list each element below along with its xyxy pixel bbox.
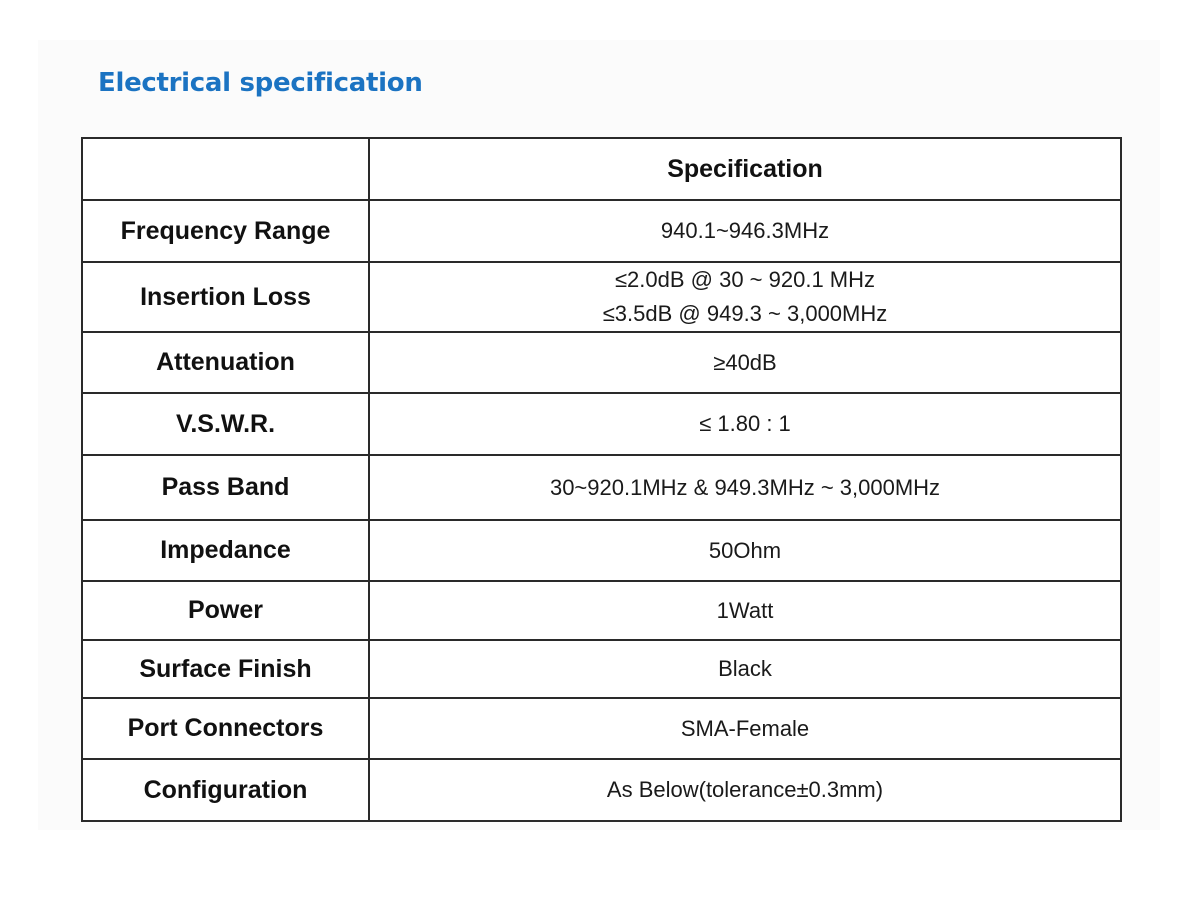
table-row xyxy=(82,698,1121,759)
row-value-power xyxy=(369,581,1121,640)
row-value-vswr xyxy=(369,393,1121,455)
value-line: ≤3.5dB @ 949.3 ~ 3,000MHz xyxy=(602,301,888,326)
value-line: ≤ 1.80 : 1 xyxy=(699,411,791,436)
row-value-configuration xyxy=(369,759,1121,821)
row-value-frequency-range xyxy=(369,200,1121,262)
table-row xyxy=(82,262,1121,332)
header-parameter-cell xyxy=(82,138,369,200)
value-line: 30~920.1MHz & 949.3MHz ~ 3,000MHz xyxy=(549,474,941,500)
row-value-attenuation xyxy=(369,332,1121,393)
row-value-impedance xyxy=(369,520,1121,581)
row-value-pass-band xyxy=(369,455,1121,520)
row-label-port-connectors: Port Connectors xyxy=(82,698,369,759)
value-line: SMA-Female xyxy=(680,715,810,741)
section-title: Electrical specification xyxy=(98,68,423,98)
value-line: As Below(tolerance±0.3mm) xyxy=(606,777,884,802)
table-row xyxy=(82,200,1121,262)
row-value-port-connectors xyxy=(369,698,1121,759)
row-label-configuration: Configuration xyxy=(82,759,369,821)
row-label-surface-finish: Surface Finish xyxy=(82,640,369,698)
table-row xyxy=(82,332,1121,393)
header-specification-cell: Specification xyxy=(369,138,1121,200)
row-label-attenuation: Attenuation xyxy=(82,332,369,393)
value-line: 940.1~946.3MHz xyxy=(660,218,830,243)
table-row xyxy=(82,393,1121,455)
value-line: ≤2.0dB @ 30 ~ 920.1 MHz xyxy=(614,267,876,292)
electrical-spec-table xyxy=(81,137,1122,822)
table-row xyxy=(82,581,1121,640)
row-value-insertion-loss xyxy=(369,262,1121,332)
value-line: 50Ohm xyxy=(708,537,782,563)
row-label-pass-band: Pass Band xyxy=(82,455,369,520)
table-row xyxy=(82,520,1121,581)
row-label-insertion-loss: Insertion Loss xyxy=(82,262,369,332)
value-line: 1Watt xyxy=(716,597,774,623)
row-label-frequency-range: Frequency Range xyxy=(82,200,369,262)
row-value-surface-finish xyxy=(369,640,1121,698)
table-row xyxy=(82,759,1121,821)
value-line: Black xyxy=(718,656,772,681)
table-row xyxy=(82,455,1121,520)
row-label-power: Power xyxy=(82,581,369,640)
table-header-row xyxy=(82,138,1121,200)
row-label-vswr: V.S.W.R. xyxy=(82,393,369,455)
table-row xyxy=(82,640,1121,698)
row-label-impedance: Impedance xyxy=(82,520,369,581)
value-line: ≥40dB xyxy=(713,349,777,375)
